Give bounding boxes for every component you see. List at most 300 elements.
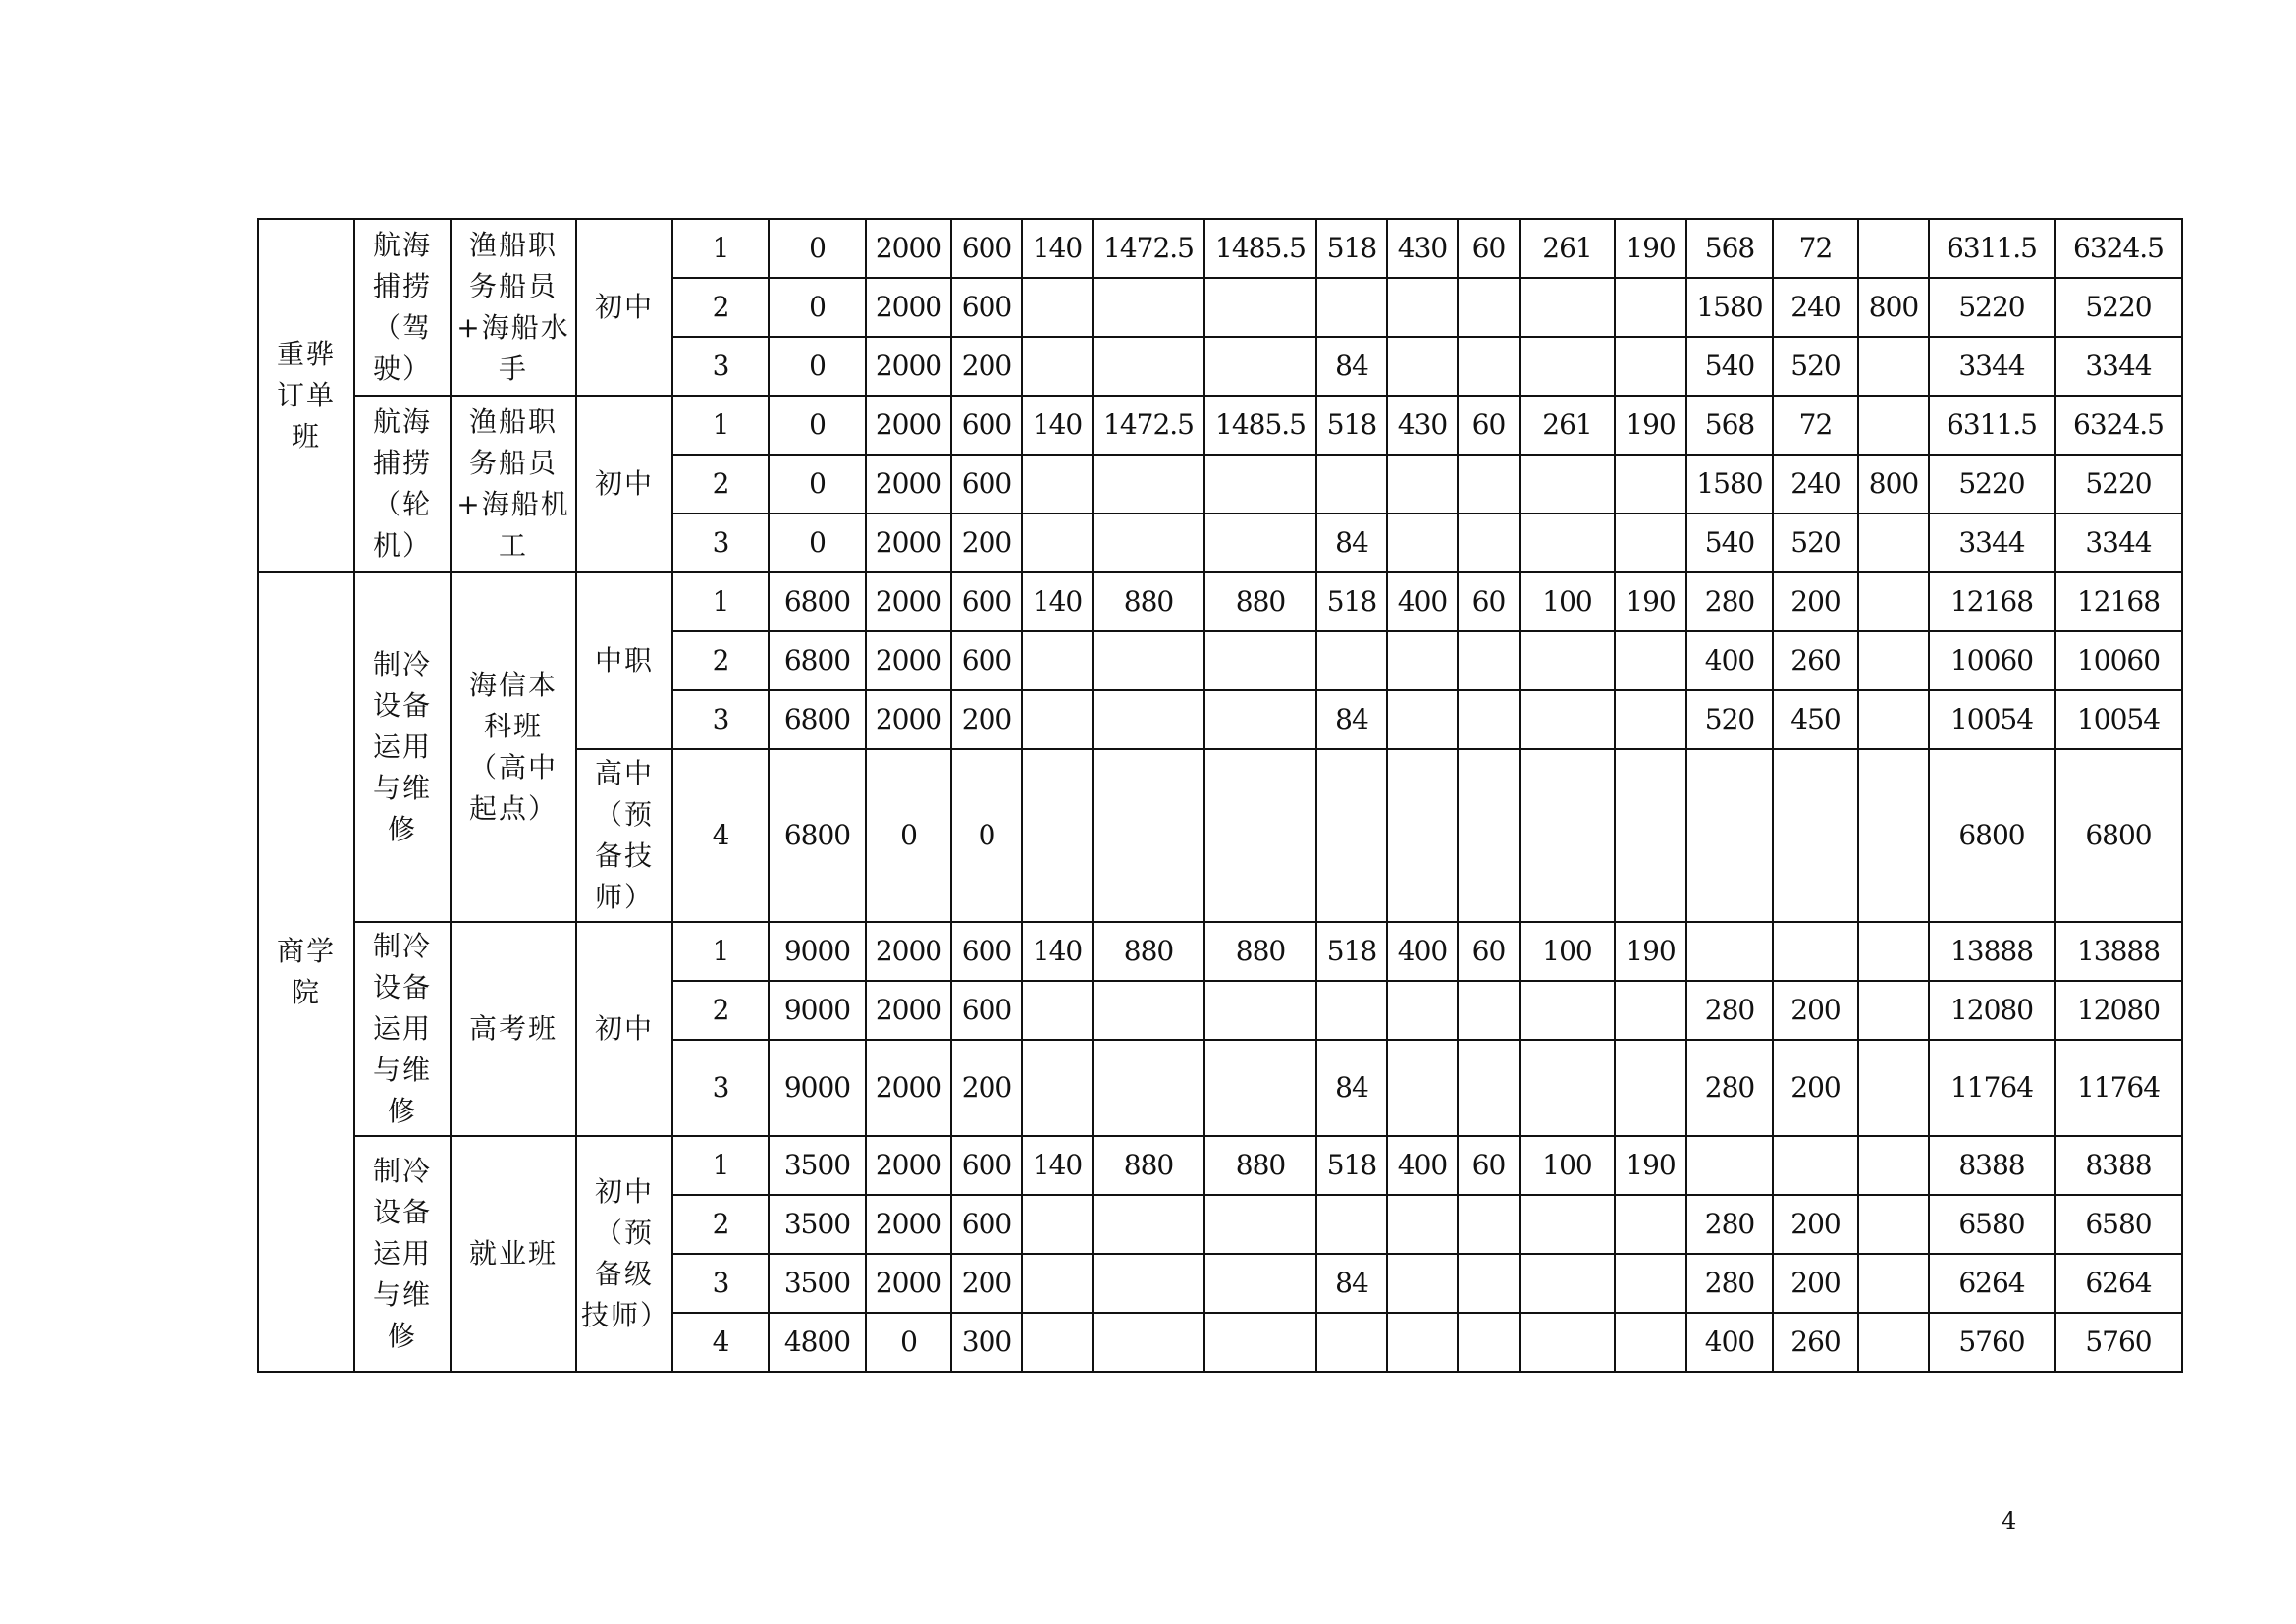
table-cell (1615, 514, 1686, 572)
table-cell: 60 (1458, 1136, 1520, 1195)
table-cell: 600 (951, 1136, 1022, 1195)
table-cell (1204, 1313, 1316, 1372)
table-cell: 190 (1615, 572, 1686, 631)
table-cell (1022, 455, 1093, 514)
table-cell: 261 (1520, 396, 1615, 455)
table-cell: 200 (951, 1040, 1022, 1136)
table-cell (1204, 1195, 1316, 1254)
table-cell: 280 (1686, 1195, 1773, 1254)
table-cell: 880 (1093, 572, 1204, 631)
table-cell (1316, 631, 1387, 690)
table-row (258, 922, 2182, 981)
table-cell (1093, 631, 1204, 690)
table-cell (1858, 514, 1929, 572)
table-cell: 6800 (1929, 749, 2055, 922)
table-cell (1458, 1254, 1520, 1313)
table-cell (1615, 749, 1686, 922)
table-cell: 1 (672, 396, 769, 455)
table-cell: 568 (1686, 396, 1773, 455)
table-cell: 1472.5 (1093, 219, 1204, 278)
table-cell (1773, 749, 1858, 922)
table-cell (1458, 337, 1520, 396)
table-cell (1022, 981, 1093, 1040)
table-cell: 72 (1773, 219, 1858, 278)
table-cell (1387, 981, 1458, 1040)
table-cell (1022, 690, 1093, 749)
table-cell (1458, 514, 1520, 572)
table-cell: 6324.5 (2055, 219, 2182, 278)
table-cell (1387, 690, 1458, 749)
table-cell: 10054 (2055, 690, 2182, 749)
table-cell: 6800 (2055, 749, 2182, 922)
table-cell (1615, 1195, 1686, 1254)
table-cell: 260 (1773, 1313, 1858, 1372)
table-cell: 0 (769, 455, 866, 514)
table-cell: 2000 (866, 278, 951, 337)
table-cell: 0 (866, 1313, 951, 1372)
table-cell: 190 (1615, 1136, 1686, 1195)
table-cell: 3 (672, 337, 769, 396)
table-cell: 190 (1615, 219, 1686, 278)
table-cell: 6324.5 (2055, 396, 2182, 455)
table-cell: 3344 (1929, 514, 2055, 572)
table-cell: 2 (672, 631, 769, 690)
table-cell: 初中（预备级技师） (576, 1136, 672, 1372)
table-cell: 600 (951, 219, 1022, 278)
table-cell: 11764 (1929, 1040, 2055, 1136)
table-row (258, 219, 2182, 278)
table-cell: 5220 (2055, 455, 2182, 514)
table-cell: 航海捕捞（驾驶） (354, 219, 451, 396)
table-cell: 8388 (2055, 1136, 2182, 1195)
table-cell: 3344 (2055, 337, 2182, 396)
table-cell: 6264 (1929, 1254, 2055, 1313)
table-cell (1387, 749, 1458, 922)
table-cell: 100 (1520, 572, 1615, 631)
table-cell: 5760 (1929, 1313, 2055, 1372)
table-cell: 84 (1316, 690, 1387, 749)
table-cell: 海信本科班（高中起点） (451, 572, 576, 922)
table-cell: 540 (1686, 514, 1773, 572)
table-cell: 600 (951, 631, 1022, 690)
table-cell: 2000 (866, 396, 951, 455)
table-cell: 0 (769, 337, 866, 396)
table-cell: 84 (1316, 514, 1387, 572)
table-cell: 高中（预备技师） (576, 749, 672, 922)
table-cell (1520, 1254, 1615, 1313)
table-cell: 6800 (769, 690, 866, 749)
table-cell: 140 (1022, 219, 1093, 278)
table-cell (1858, 922, 1929, 981)
table-cell: 6580 (2055, 1195, 2182, 1254)
table-cell: 10054 (1929, 690, 2055, 749)
table-cell (1316, 749, 1387, 922)
table-cell (1858, 690, 1929, 749)
table-cell: 6800 (769, 631, 866, 690)
table-cell: 高考班 (451, 922, 576, 1136)
table-cell (1858, 396, 1929, 455)
table-cell: 1 (672, 922, 769, 981)
table-cell: 1580 (1686, 455, 1773, 514)
table-cell: 800 (1858, 455, 1929, 514)
table-cell (1022, 1254, 1093, 1313)
table-cell: 100 (1520, 1136, 1615, 1195)
table-cell (1520, 1040, 1615, 1136)
table-cell: 1 (672, 1136, 769, 1195)
table-cell (1316, 1195, 1387, 1254)
table-cell: 6800 (769, 572, 866, 631)
table-cell (1022, 631, 1093, 690)
table-cell: 3 (672, 514, 769, 572)
table-cell: 2000 (866, 690, 951, 749)
table-cell: 1580 (1686, 278, 1773, 337)
table-cell (1458, 1040, 1520, 1136)
table-cell (1686, 1136, 1773, 1195)
table-cell (1615, 1040, 1686, 1136)
table-cell: 3 (672, 1040, 769, 1136)
table-cell: 280 (1686, 981, 1773, 1040)
table-cell (1204, 514, 1316, 572)
table-cell: 60 (1458, 219, 1520, 278)
table-cell (1093, 278, 1204, 337)
table-cell: 5220 (1929, 455, 2055, 514)
table-cell: 8388 (1929, 1136, 2055, 1195)
table-cell (1520, 631, 1615, 690)
table-cell: 10060 (1929, 631, 2055, 690)
table-cell: 280 (1686, 1254, 1773, 1313)
table-cell (1093, 1313, 1204, 1372)
table-cell: 12168 (2055, 572, 2182, 631)
table-cell: 518 (1316, 396, 1387, 455)
table-cell: 1485.5 (1204, 219, 1316, 278)
table-cell (1204, 981, 1316, 1040)
table-cell: 中职 (576, 572, 672, 749)
table-cell: 880 (1093, 922, 1204, 981)
table-cell (1093, 337, 1204, 396)
table-cell: 60 (1458, 922, 1520, 981)
table-cell (1858, 1195, 1929, 1254)
table-cell: 2000 (866, 981, 951, 1040)
table-cell (1316, 981, 1387, 1040)
table-cell (1093, 690, 1204, 749)
table-cell: 初中 (576, 219, 672, 396)
table-cell: 0 (769, 278, 866, 337)
table-cell: 3 (672, 690, 769, 749)
table-cell: 5760 (2055, 1313, 2182, 1372)
table-cell (1022, 278, 1093, 337)
table-cell (1520, 981, 1615, 1040)
table-cell: 初中 (576, 396, 672, 572)
table-cell (1615, 337, 1686, 396)
table-cell: 12080 (2055, 981, 2182, 1040)
table-cell: 200 (951, 690, 1022, 749)
table-cell: 6800 (769, 749, 866, 922)
table-cell (1520, 278, 1615, 337)
table-cell (1858, 749, 1929, 922)
table-cell: 12168 (1929, 572, 2055, 631)
table-cell (1022, 1040, 1093, 1136)
table-cell: 初中 (576, 922, 672, 1136)
table-cell (1022, 749, 1093, 922)
table-cell: 2000 (866, 572, 951, 631)
table-cell (1773, 922, 1858, 981)
table-cell (1204, 1040, 1316, 1136)
table-cell: 5220 (1929, 278, 2055, 337)
table-cell: 200 (951, 1254, 1022, 1313)
table-cell: 400 (1387, 1136, 1458, 1195)
table-cell: 140 (1022, 922, 1093, 981)
table-cell: 2000 (866, 219, 951, 278)
table-cell (1858, 572, 1929, 631)
table-cell: 3 (672, 1254, 769, 1313)
table-cell: 制冷设备运用与维修 (354, 1136, 451, 1372)
table-cell (1858, 1040, 1929, 1136)
table-cell: 600 (951, 1195, 1022, 1254)
table-cell: 880 (1204, 572, 1316, 631)
table-cell: 260 (1773, 631, 1858, 690)
table-cell: 568 (1686, 219, 1773, 278)
table-cell: 880 (1093, 1136, 1204, 1195)
table-cell (1387, 278, 1458, 337)
table-cell: 0 (951, 749, 1022, 922)
table-cell (1615, 278, 1686, 337)
fee-table (257, 218, 2183, 1373)
table-cell: 200 (1773, 1254, 1858, 1313)
table-cell (1858, 1136, 1929, 1195)
table-cell (1615, 455, 1686, 514)
table-cell (1686, 922, 1773, 981)
table-cell: 520 (1773, 514, 1858, 572)
table-cell (1858, 981, 1929, 1040)
table-cell (1387, 337, 1458, 396)
table-cell (1316, 455, 1387, 514)
table-cell: 520 (1686, 690, 1773, 749)
table-cell (1520, 514, 1615, 572)
table-cell: 190 (1615, 922, 1686, 981)
table-cell (1204, 337, 1316, 396)
table-cell (1387, 1040, 1458, 1136)
table-cell: 2000 (866, 1040, 951, 1136)
table-cell: 2000 (866, 1195, 951, 1254)
table-cell: 5220 (2055, 278, 2182, 337)
table-cell: 2000 (866, 922, 951, 981)
table-cell: 商学院 (258, 572, 354, 1372)
table-cell (1458, 981, 1520, 1040)
table-row (258, 1136, 2182, 1195)
table-cell: 就业班 (451, 1136, 576, 1372)
table-cell (1387, 455, 1458, 514)
table-cell: 300 (951, 1313, 1022, 1372)
table-cell (1520, 1195, 1615, 1254)
table-cell: 280 (1686, 572, 1773, 631)
table-cell: 4 (672, 749, 769, 922)
table-cell: 518 (1316, 922, 1387, 981)
table-cell (1093, 749, 1204, 922)
table-cell (1387, 514, 1458, 572)
table-cell: 渔船职务船员+海船水手 (451, 219, 576, 396)
table-cell: 6580 (1929, 1195, 2055, 1254)
table-cell: 9000 (769, 1040, 866, 1136)
table-cell: 3344 (1929, 337, 2055, 396)
table-cell: 600 (951, 455, 1022, 514)
table-cell: 240 (1773, 278, 1858, 337)
table-cell (1520, 455, 1615, 514)
table-cell (1520, 337, 1615, 396)
table-cell: 261 (1520, 219, 1615, 278)
table-cell: 3344 (2055, 514, 2182, 572)
table-cell: 制冷设备运用与维修 (354, 922, 451, 1136)
table-cell: 600 (951, 981, 1022, 1040)
table-cell (1858, 219, 1929, 278)
table-cell: 400 (1387, 922, 1458, 981)
table-cell: 200 (951, 514, 1022, 572)
table-cell (1387, 1313, 1458, 1372)
table-cell: 240 (1773, 455, 1858, 514)
table-cell: 200 (951, 337, 1022, 396)
table-cell: 1472.5 (1093, 396, 1204, 455)
table-cell: 1485.5 (1204, 396, 1316, 455)
table-cell (1022, 1313, 1093, 1372)
table-cell (1204, 455, 1316, 514)
table-cell: 140 (1022, 1136, 1093, 1195)
table-cell: 190 (1615, 396, 1686, 455)
table-cell: 4800 (769, 1313, 866, 1372)
table-cell (1204, 690, 1316, 749)
table-cell (1458, 1195, 1520, 1254)
table-cell: 1 (672, 219, 769, 278)
table-cell (1022, 337, 1093, 396)
table-cell: 6311.5 (1929, 396, 2055, 455)
table-cell: 3500 (769, 1254, 866, 1313)
table-cell: 0 (769, 396, 866, 455)
table-cell: 2000 (866, 1136, 951, 1195)
table-cell: 2 (672, 981, 769, 1040)
table-cell: 540 (1686, 337, 1773, 396)
table-cell (1093, 1195, 1204, 1254)
table-cell: 渔船职务船员+海船机工 (451, 396, 576, 572)
table-cell: 4 (672, 1313, 769, 1372)
table-cell: 100 (1520, 922, 1615, 981)
table-cell: 450 (1773, 690, 1858, 749)
table-cell: 600 (951, 572, 1022, 631)
table-cell (1458, 631, 1520, 690)
table-cell: 2000 (866, 337, 951, 396)
table-cell (1520, 1313, 1615, 1372)
table-cell (1093, 981, 1204, 1040)
table-cell (1204, 1254, 1316, 1313)
table-cell: 10060 (2055, 631, 2182, 690)
table-cell: 200 (1773, 981, 1858, 1040)
table-cell: 制冷设备运用与维修 (354, 572, 451, 922)
table-cell: 200 (1773, 1040, 1858, 1136)
table-cell: 140 (1022, 572, 1093, 631)
table-cell: 0 (769, 219, 866, 278)
table-cell: 3500 (769, 1195, 866, 1254)
table-cell (1204, 749, 1316, 922)
table-row (258, 396, 2182, 455)
table-cell (1316, 1313, 1387, 1372)
table-cell (1093, 1040, 1204, 1136)
table-cell: 2000 (866, 514, 951, 572)
table-cell (1520, 690, 1615, 749)
table-cell: 430 (1387, 219, 1458, 278)
table-cell: 2000 (866, 631, 951, 690)
table-cell: 60 (1458, 572, 1520, 631)
table-cell (1858, 631, 1929, 690)
table-cell: 84 (1316, 1254, 1387, 1313)
table-cell: 12080 (1929, 981, 2055, 1040)
table-cell: 9000 (769, 922, 866, 981)
table-cell: 2 (672, 1195, 769, 1254)
page-number: 4 (2002, 1507, 2017, 1535)
table-cell: 600 (951, 922, 1022, 981)
table-cell: 2 (672, 455, 769, 514)
table-cell: 880 (1204, 1136, 1316, 1195)
table-cell (1615, 631, 1686, 690)
table-cell: 9000 (769, 981, 866, 1040)
table-cell: 800 (1858, 278, 1929, 337)
table-cell (1458, 749, 1520, 922)
table-cell: 140 (1022, 396, 1093, 455)
table-cell (1858, 1313, 1929, 1372)
table-cell (1686, 749, 1773, 922)
table-cell: 518 (1316, 1136, 1387, 1195)
table-cell (1022, 1195, 1093, 1254)
table-cell: 200 (1773, 572, 1858, 631)
table-cell: 1 (672, 572, 769, 631)
table-cell: 6264 (2055, 1254, 2182, 1313)
table-cell: 280 (1686, 1040, 1773, 1136)
table-cell (1458, 278, 1520, 337)
table-cell (1387, 1195, 1458, 1254)
table-cell: 2 (672, 278, 769, 337)
table-cell: 重骅订单班 (258, 219, 354, 572)
table-cell: 航海捕捞（轮机） (354, 396, 451, 572)
table-cell (1615, 1254, 1686, 1313)
table-cell: 2000 (866, 455, 951, 514)
table-cell: 600 (951, 278, 1022, 337)
table-cell (1520, 749, 1615, 922)
table-cell (1858, 1254, 1929, 1313)
table-cell (1093, 455, 1204, 514)
table-cell: 60 (1458, 396, 1520, 455)
table-cell: 84 (1316, 337, 1387, 396)
table-cell (1615, 981, 1686, 1040)
table-cell (1204, 631, 1316, 690)
table-cell: 400 (1686, 1313, 1773, 1372)
table-cell: 520 (1773, 337, 1858, 396)
table-cell (1387, 631, 1458, 690)
table-cell (1615, 1313, 1686, 1372)
table-cell (1858, 337, 1929, 396)
table-cell: 13888 (2055, 922, 2182, 981)
table-cell (1093, 514, 1204, 572)
table-cell: 430 (1387, 396, 1458, 455)
table-cell (1093, 1254, 1204, 1313)
table-cell: 13888 (1929, 922, 2055, 981)
table-cell: 0 (866, 749, 951, 922)
table-cell: 84 (1316, 1040, 1387, 1136)
table-cell (1204, 278, 1316, 337)
table-cell (1458, 1313, 1520, 1372)
table-cell: 200 (1773, 1195, 1858, 1254)
table-cell (1387, 1254, 1458, 1313)
table-cell: 72 (1773, 396, 1858, 455)
table-cell: 3500 (769, 1136, 866, 1195)
table-cell (1022, 514, 1093, 572)
table-cell: 518 (1316, 572, 1387, 631)
table-row (258, 572, 2182, 631)
